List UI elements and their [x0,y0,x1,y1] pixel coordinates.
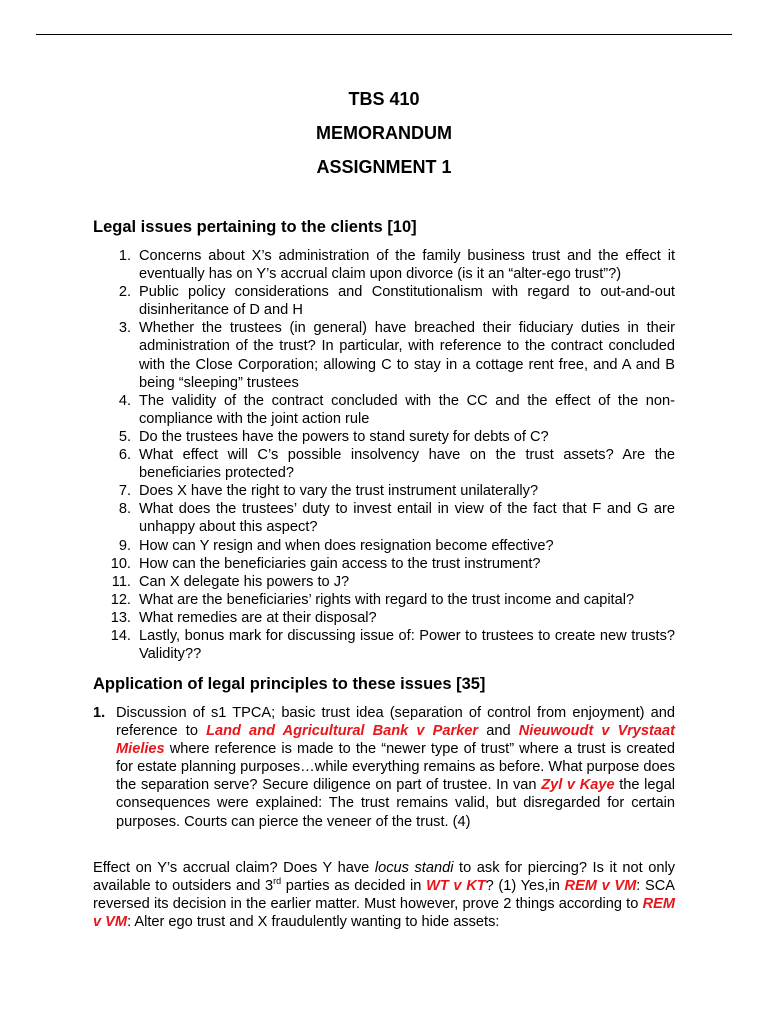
list-item [93,573,675,591]
item-number: 6. [118,447,131,464]
item-number: 14. [110,627,131,644]
section-heading-legal-issues: Legal issues pertaining to the clients [10] [93,218,417,236]
point-text: and [478,723,519,740]
list-item [93,482,675,500]
course-code: TBS 410 [348,89,420,109]
item-number: 11. [111,573,131,590]
document-type: MEMORANDUM [316,123,452,143]
case-citation: REM v VM [564,878,637,895]
point-text: where reference is made to the “newer type of trust” where a trust is created for estate planning purposes…while everything remains as before. What purpose does the separation serve? Secure diligence on part of trustee. In van [116,741,675,794]
item-text: What effect will C’s possible insolvency have on the trust assets? Are the beneficiaries protected? [139,447,675,482]
case-citation: Zyl v Kaye [541,777,615,794]
assignment-title: ASSIGNMENT 1 [316,157,452,177]
case-citation: REM v VM [93,896,675,931]
item-number: 12. [110,591,131,608]
accrual-claim-paragraph [93,859,675,931]
item-number: 1. [118,248,131,264]
list-item [93,537,675,555]
case-citation: Land and Agricultural Bank v Parker [206,723,479,740]
item-number: 2. [118,284,131,301]
item-text: Whether the trustees (in general) have breached their fiduciary duties in their administration of the trust? In particular, with reference to the contract concluded with the Close Corporation; allowing C to stay in a cottage rent free, and A and B being “sleeping” trustees [139,320,675,391]
item-number: 7. [118,483,131,500]
application-point-1 [93,704,675,831]
list-item [93,555,675,573]
para-text: : Alter ego trust and X fraudulently wanting to hide assets: [127,914,500,931]
para-text: : SCA reversed its decision in the earlier matter. Must however, prove 2 things according to [93,878,675,913]
list-item [93,319,675,391]
latin-term: locus standi [374,860,454,876]
list-item [93,446,675,482]
item-text: Do the trustees have the powers to stand surety for debts of C? [139,428,549,445]
item-number: 8. [118,501,131,518]
list-item [93,247,675,283]
para-text: Effect on Y’s accrual claim? Does Y have [93,860,375,876]
point-text: the legal consequences were explained: The trust remains valid, but disregarded for certain purposes. Courts can pierce the veneer of the trust. (4) [116,777,676,830]
case-citation: Nieuwoudt v Vrystaat Mielies [116,723,675,758]
item-number: 5. [118,428,131,445]
list-item [93,392,675,428]
item-number: 3. [118,320,131,337]
item-text: Public policy considerations and Constitutionalism with regard to out-and-out disinheritance of D and H [139,284,675,319]
item-text: Can X delegate his powers to J? [139,573,350,590]
item-text: The validity of the contract concluded with the CC and the effect of the non-compliance with the joint action rule [139,392,675,427]
item-number: 4. [118,392,131,409]
list-item [93,500,675,536]
list-item [93,283,675,319]
item-text: Lastly, bonus mark for discussing issue of: Power to trustees to create new trusts? Validity?? [139,627,675,663]
item-number: 9. [118,537,131,554]
item-number: 10. [110,555,131,572]
section-heading-application: Application of legal principles to these issues [35] [93,675,486,693]
para-text: to ask for piercing? Is it not only available to outsiders and 3 [93,860,675,895]
item-text: Concerns about X’s administration of the family business trust and the effect it eventually has on Y’s accrual claim upon divorce (is it an “alter-ego trust”?) [139,248,675,283]
item-text: What are the beneficiaries’ rights with regard to the trust income and capital? [139,591,635,608]
para-text: ? (1) Yes,in [485,878,565,895]
list-item [93,591,675,609]
item-text: What remedies are at their disposal? [139,609,377,626]
item-number: 13. [110,609,131,626]
item-text: What does the trustees’ duty to invest entail in view of the fact that F and G are unhappy about this aspect? [139,501,675,536]
ordinal-superscript: rd [273,876,282,887]
item-text: How can the beneficiaries gain access to the trust instrument? [139,555,541,572]
point-text: Discussion of s1 TPCA; basic trust idea (separation of control from enjoyment) and reference to [116,705,675,740]
item-text: How can Y resign and when does resignation become effective? [139,537,554,554]
point-number: 1. [93,705,106,721]
para-text: parties as decided in [281,878,427,895]
list-item [93,609,675,627]
case-citation: WT v KT [426,878,486,895]
point-body [93,704,675,831]
legal-issues-list [93,247,675,663]
list-item [93,428,675,446]
item-text: Does X have the right to vary the trust instrument unilaterally? [139,483,539,500]
list-item [93,627,675,663]
header-rule [36,34,732,35]
